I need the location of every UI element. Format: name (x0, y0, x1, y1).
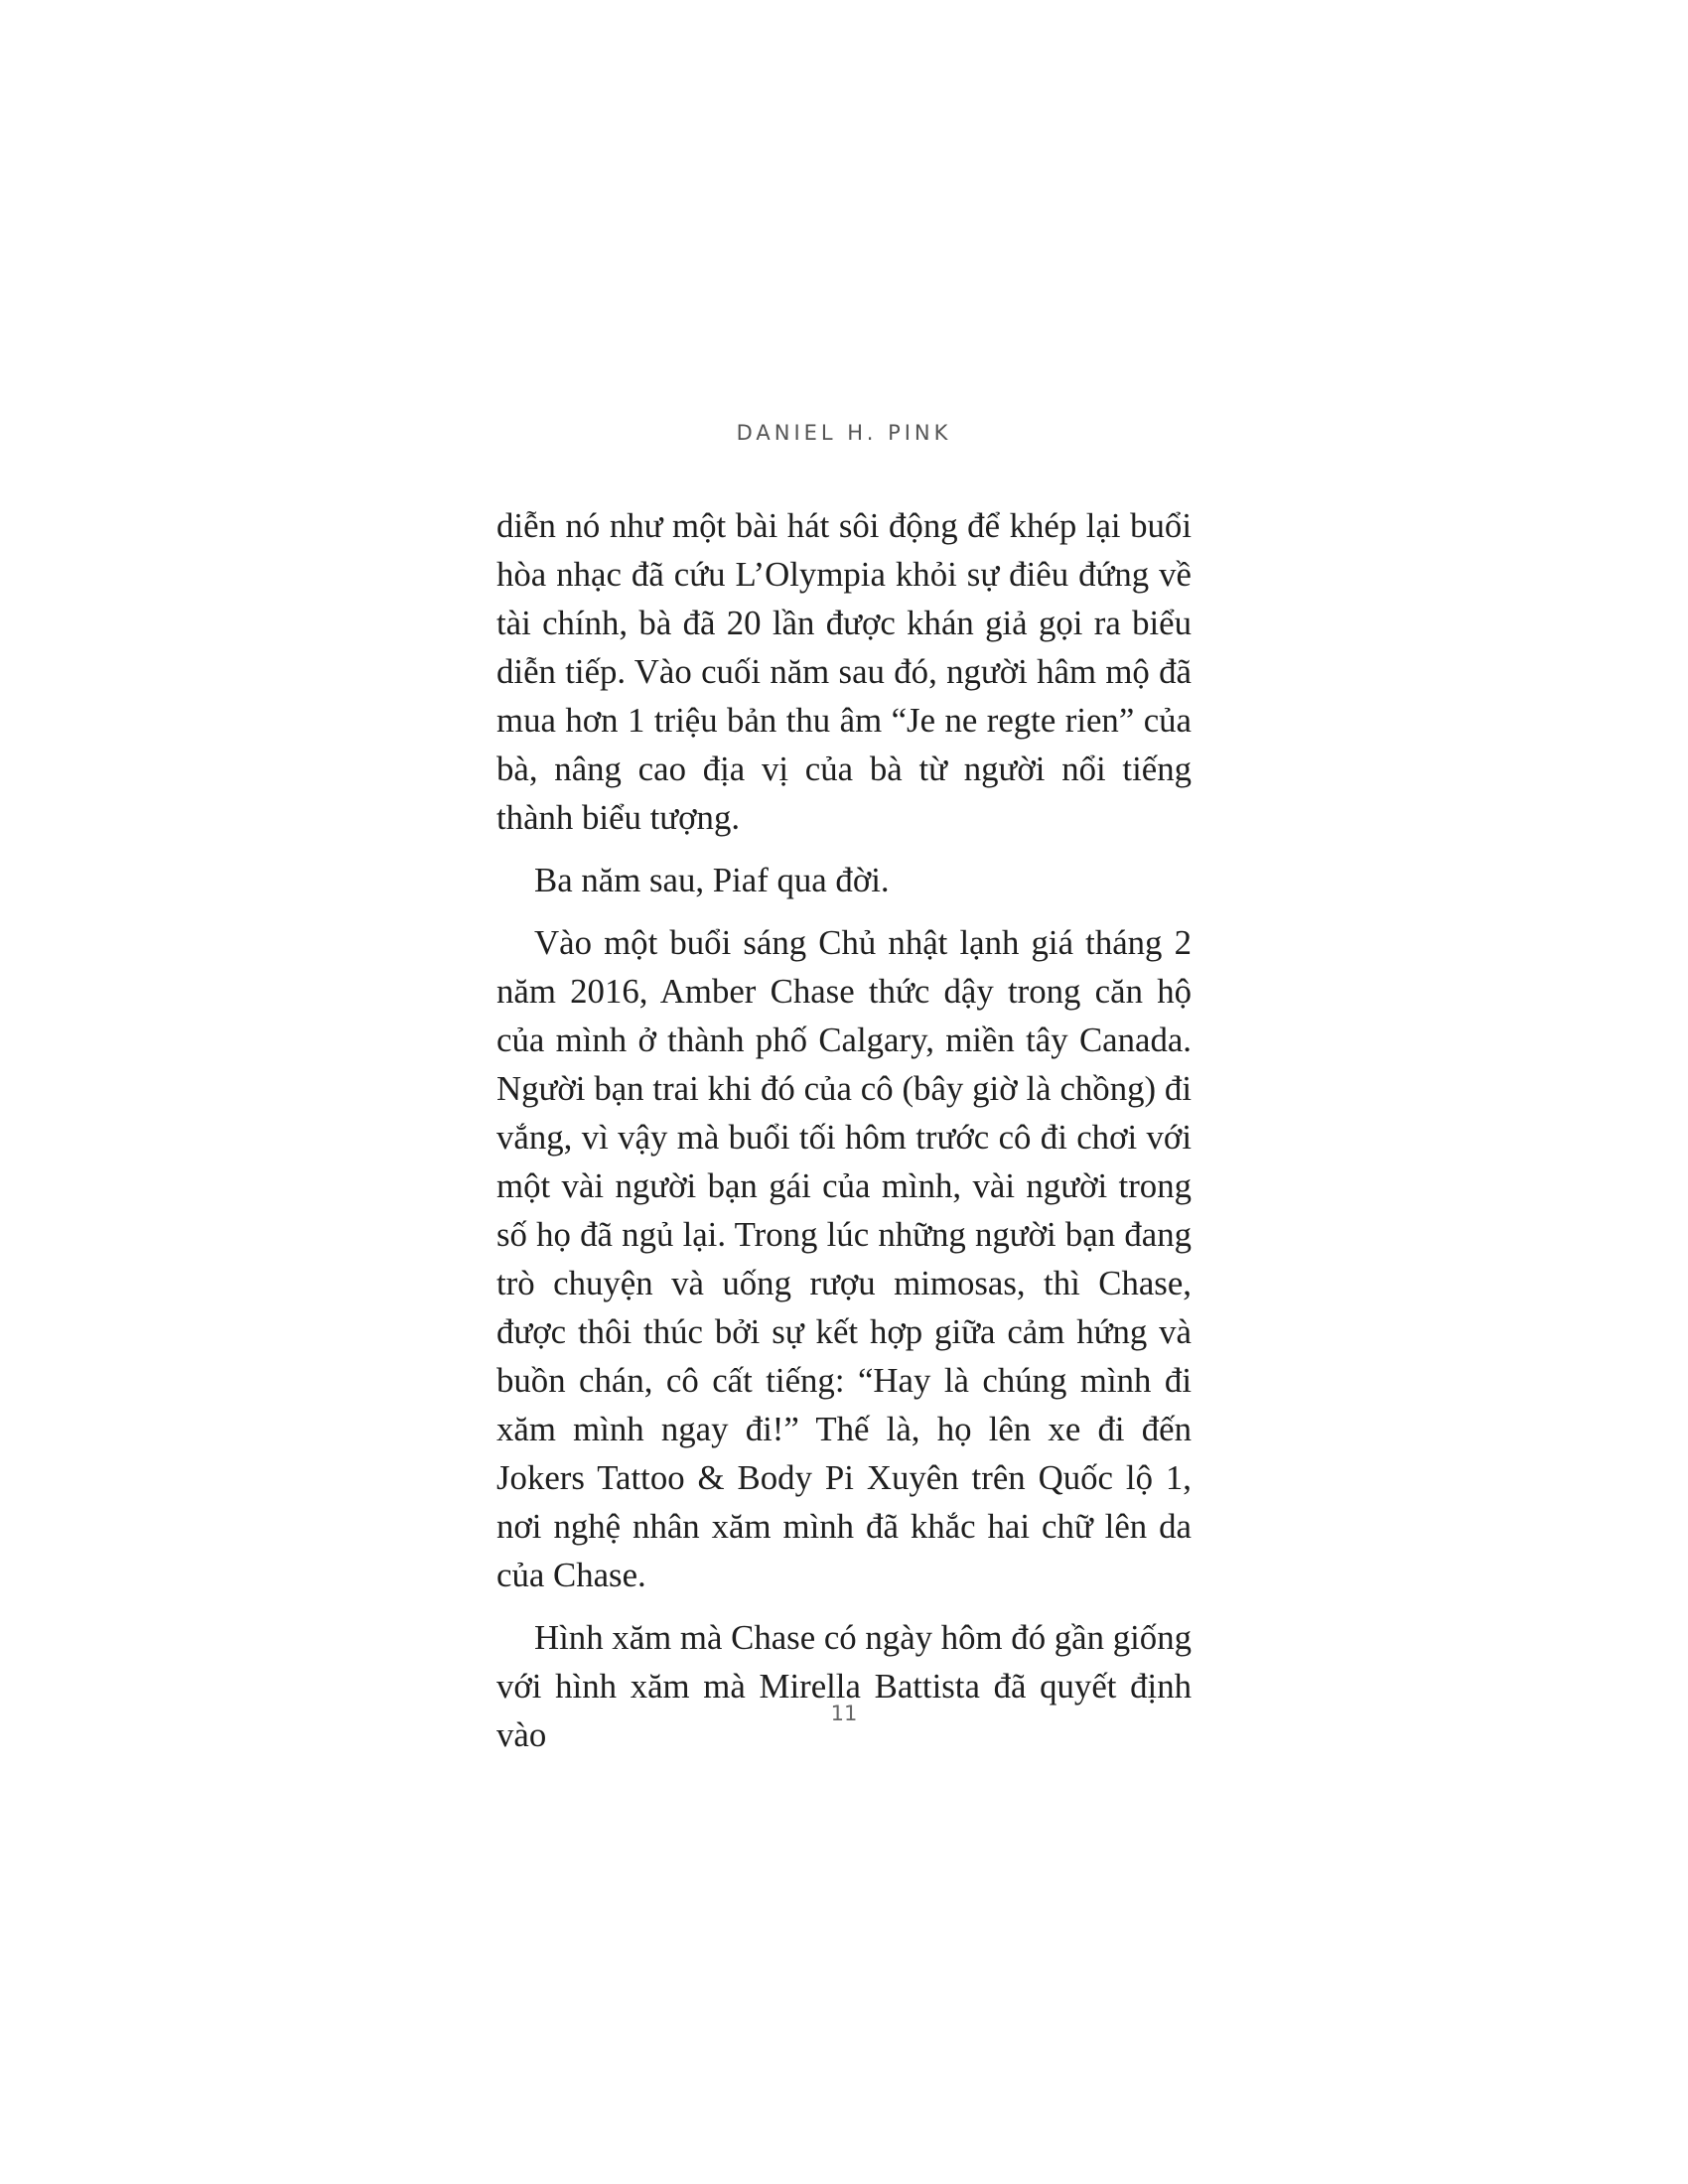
paragraph: Vào một buổi sáng Chủ nhật lạnh giá tháng 2 năm 2016, Amber Chase thức dậy trong căn hộ của mình ở thành phố Calgary, miền tây Canada. Người bạn trai khi đó của cô (bây giờ là chồng) đi vắng, vì vậy mà buổi tối hôm trước cô đi chơi với một vài người bạn gái của mình, vài người trong số họ đã ngủ lại. Trong lúc những người bạn đang trò chuyện và uống rượu mimosas, thì Chase, được thôi thúc bởi sự kết hợp giữa cảm hứng và buồn chán, cô cất tiếng: “Hay là chúng mình đi xăm mình ngay đi!” Thế là, họ lên xe đi đến Jokers Tattoo & Body Pi Xuyên trên Quốc lộ 1, nơi nghệ nhân xăm mình đã khắc hai chữ lên da của Chase. (496, 923, 1192, 1594)
paragraph: Hình xăm mà Chase có ngày hôm đó gần giống với hình xăm mà Mirella Battista đã quyết định vào (496, 1618, 1192, 1754)
page-number: 11 (830, 1702, 858, 1725)
body-text (496, 501, 1192, 1773)
running-header: DANIEL H. PINK (736, 421, 952, 445)
paragraph: diễn nó như một bài hát sôi động để khép lại buổi hòa nhạc đã cứu L’Olympia khỏi sự điêu đứng về tài chính, bà đã 20 lần được khán giả gọi ra biểu diễn tiếp. Vào cuối năm sau đó, người hâm mộ đã mua hơn 1 triệu bản thu âm “Je ne regte rien” của bà, nâng cao địa vị của bà từ người nổi tiếng thành biểu tượng. (496, 506, 1192, 837)
paragraph: Ba năm sau, Piaf qua đời. (534, 861, 890, 899)
